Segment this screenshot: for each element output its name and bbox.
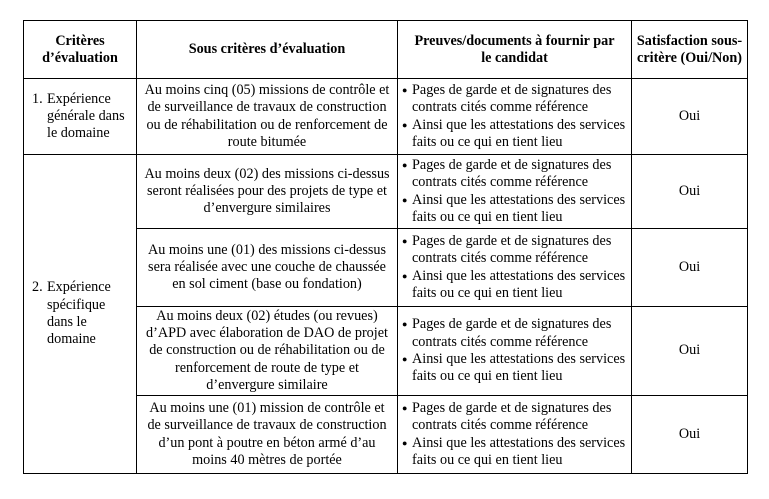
satisfaction-value: Oui	[632, 155, 748, 229]
proof-item: ● Ainsi que les attestations des services faits ou ce qui en tient lieu	[402, 351, 626, 385]
bullet-icon: ●	[402, 270, 408, 281]
satisfaction-value: Oui	[632, 229, 748, 307]
proof-item: ● Pages de garde et de signatures des contrats cités comme référence	[402, 81, 612, 116]
header-satisfaction: Satisfaction sous-critère (Oui/Non)	[632, 21, 748, 79]
proof-item: ● Ainsi que les attestations des services faits ou ce qui en tient lieu	[402, 267, 626, 301]
sub-criterion: Au moins deux (02) des missions ci-dessus seront réalisées pour des projets de type et d’envergure similaires	[137, 155, 398, 229]
proof-item: ● Ainsi que les attestations des services faits ou ce qui en tient lieu	[402, 116, 626, 150]
sub-criterion: Au moins deux (02) études (ou revues) d’APD avec élaboration de DAO de projet de construction ou de réhabilitation ou de renforcement de route de type et d’envergure similaire	[137, 307, 398, 396]
proofs-cell	[398, 229, 632, 307]
bullet-icon: ●	[402, 235, 408, 246]
header-row	[24, 21, 748, 79]
proof-item: ● Pages de garde et de signatures des contrats cités comme référence	[402, 316, 612, 350]
criterion-number: 1.	[32, 90, 43, 107]
proofs-cell	[398, 155, 632, 229]
proof-item: ● Ainsi que les attestations des services faits ou ce qui en tient lieu	[402, 434, 626, 468]
satisfaction-value: Oui	[632, 79, 748, 155]
satisfaction-value: Oui	[632, 396, 748, 474]
proof-item: ● Pages de garde et de signatures des contrats cités comme référence	[402, 156, 612, 191]
sub-criterion: Au moins une (01) des missions ci-dessus sera réalisée avec une couche de chaussée en sol ciment (base ou fondation)	[137, 229, 398, 307]
satisfaction-value: Oui	[632, 307, 748, 396]
table-row	[24, 155, 748, 229]
criterion-cell	[24, 79, 137, 155]
header-sub-criteria: Sous critères d’évaluation	[137, 21, 398, 79]
sub-criterion: Au moins une (01) mission de contrôle et de surveillance de travaux de construction d’un pont à poutre en béton armé d’au moins 40 mètres de portée	[137, 396, 398, 474]
bullet-icon: ●	[402, 159, 408, 170]
bullet-icon: ●	[402, 194, 408, 205]
criterion-number: 2.	[32, 279, 43, 296]
bullet-icon: ●	[402, 402, 408, 413]
criterion-label: Expérience spécifique dans le domaine	[47, 279, 111, 348]
evaluation-table-wrapper	[23, 20, 747, 474]
bullet-icon: ●	[402, 319, 408, 330]
criterion-label: Expérience générale dans le domaine	[47, 90, 125, 142]
proof-item: ● Pages de garde et de signatures des contrats cités comme référence	[402, 399, 612, 434]
proofs-cell	[398, 307, 632, 396]
bullet-icon: ●	[402, 437, 408, 448]
evaluation-table	[23, 20, 748, 474]
bullet-icon: ●	[402, 84, 408, 95]
proofs-cell	[398, 396, 632, 474]
sub-criterion: Au moins cinq (05) missions de contrôle et de surveillance de travaux de construction ou de réhabilitation ou de renforcement de route bitumée	[137, 79, 398, 155]
proof-item: ● Ainsi que les attestations des services faits ou ce qui en tient lieu	[402, 191, 626, 225]
proofs-cell	[398, 79, 632, 155]
bullet-icon: ●	[402, 119, 408, 130]
proof-item: ● Pages de garde et de signatures des contrats cités comme référence	[402, 232, 612, 267]
header-criteria: Critères d’évaluation	[24, 21, 137, 79]
table-row	[24, 79, 748, 155]
criterion-cell	[24, 155, 137, 474]
bullet-icon: ●	[402, 354, 408, 364]
header-proofs: Preuves/documents à fournir par le candidat	[398, 21, 632, 79]
